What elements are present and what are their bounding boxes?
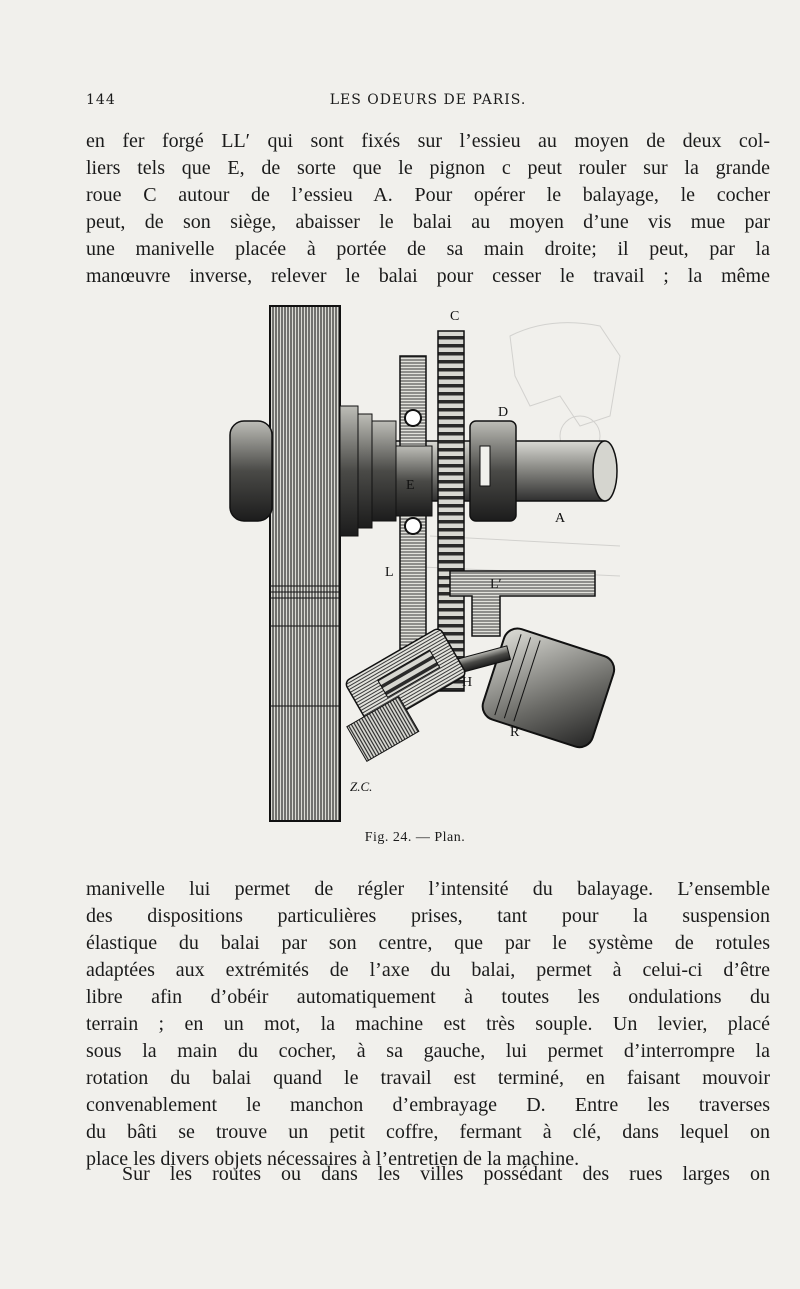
text-line: convenablement le manchon d’embrayage D. Entre les traverses — [86, 1094, 770, 1116]
text-line: du bâti se trouve un petit coffre, fermant à clé, dans lequel on — [86, 1121, 770, 1143]
clutch-slot — [480, 446, 490, 486]
label-H: H — [462, 675, 473, 690]
engraver-signature: Z.C. — [350, 779, 373, 794]
label-A: A — [555, 511, 566, 526]
brush-roller-R — [479, 625, 618, 751]
paragraph-2 — [86, 876, 770, 1173]
bolt-icon — [405, 518, 421, 534]
label-L-prime: L′ — [490, 577, 502, 592]
label-D: D — [498, 405, 509, 420]
text-line: adaptées aux extrémités de l’axe du balai, permet à celui-ci d’être — [86, 959, 770, 981]
paragraph-3 — [86, 1161, 770, 1188]
text-line: manœuvre inverse, relever le balai pour cesser le travail ; la même — [86, 265, 770, 287]
wheel-rim — [270, 306, 340, 821]
text-line: élastique du balai par son centre, que par le système de rotules — [86, 932, 770, 954]
label-L: L — [385, 565, 394, 580]
bolt-icon — [405, 410, 421, 426]
running-title: LES ODEURS DE PARIS. — [329, 92, 527, 108]
text-line: Sur les routes ou dans les villes possédant des rues larges on — [122, 1163, 770, 1185]
hub-ring-2 — [358, 414, 372, 528]
text-line: rotation du balai quand le travail est terminé, en faisant mouvoir — [86, 1067, 770, 1089]
hub-ring-1 — [340, 406, 358, 536]
page-header — [86, 92, 770, 116]
figure-24-engraving — [200, 296, 630, 826]
text-line: place les divers objets nécessaires à l’entretien de la machine. — [86, 1148, 580, 1170]
paragraph-1 — [86, 128, 770, 290]
text-line: liers tels que E, de sorte que le pignon c peut rouler sur la grande — [86, 157, 770, 179]
text-line: en fer forgé LL′ qui sont fixés sur l’essieu au moyen de deux col- — [86, 130, 770, 152]
text-line: terrain ; en un mot, la machine est très souple. Un levier, placé — [86, 1013, 770, 1035]
text-line: des dispositions particulières prises, tant pour la suspension — [86, 905, 770, 927]
text-line: une manivelle placée à portée de sa main droite; il peut, par la — [86, 238, 770, 260]
text-line: manivelle lui permet de régler l’intensité du balayage. L’ensemble — [86, 878, 770, 900]
label-R: R — [510, 725, 520, 740]
text-line: libre afin d’obéir automatiquement à toutes les ondulations du — [86, 986, 770, 1008]
text-line: sous la main du cocher, à sa gauche, lui permet d’interrompre la — [86, 1040, 770, 1062]
page-number: 144 — [86, 92, 116, 108]
hub-ring-3 — [372, 421, 396, 521]
lever-L-prime — [450, 571, 595, 636]
clutch-D — [470, 421, 516, 521]
label-E: E — [406, 478, 415, 493]
axle-end — [593, 441, 617, 501]
hub-cap — [230, 421, 272, 521]
label-C: C — [450, 309, 460, 324]
text-line: roue C autour de l’essieu A. Pour opérer le balayage, le cocher — [86, 184, 770, 206]
text-line: peut, de son siège, abaisser le balai au moyen d’une vis mue par — [86, 211, 770, 233]
figure-caption: Fig. 24. — Plan. — [364, 830, 466, 845]
